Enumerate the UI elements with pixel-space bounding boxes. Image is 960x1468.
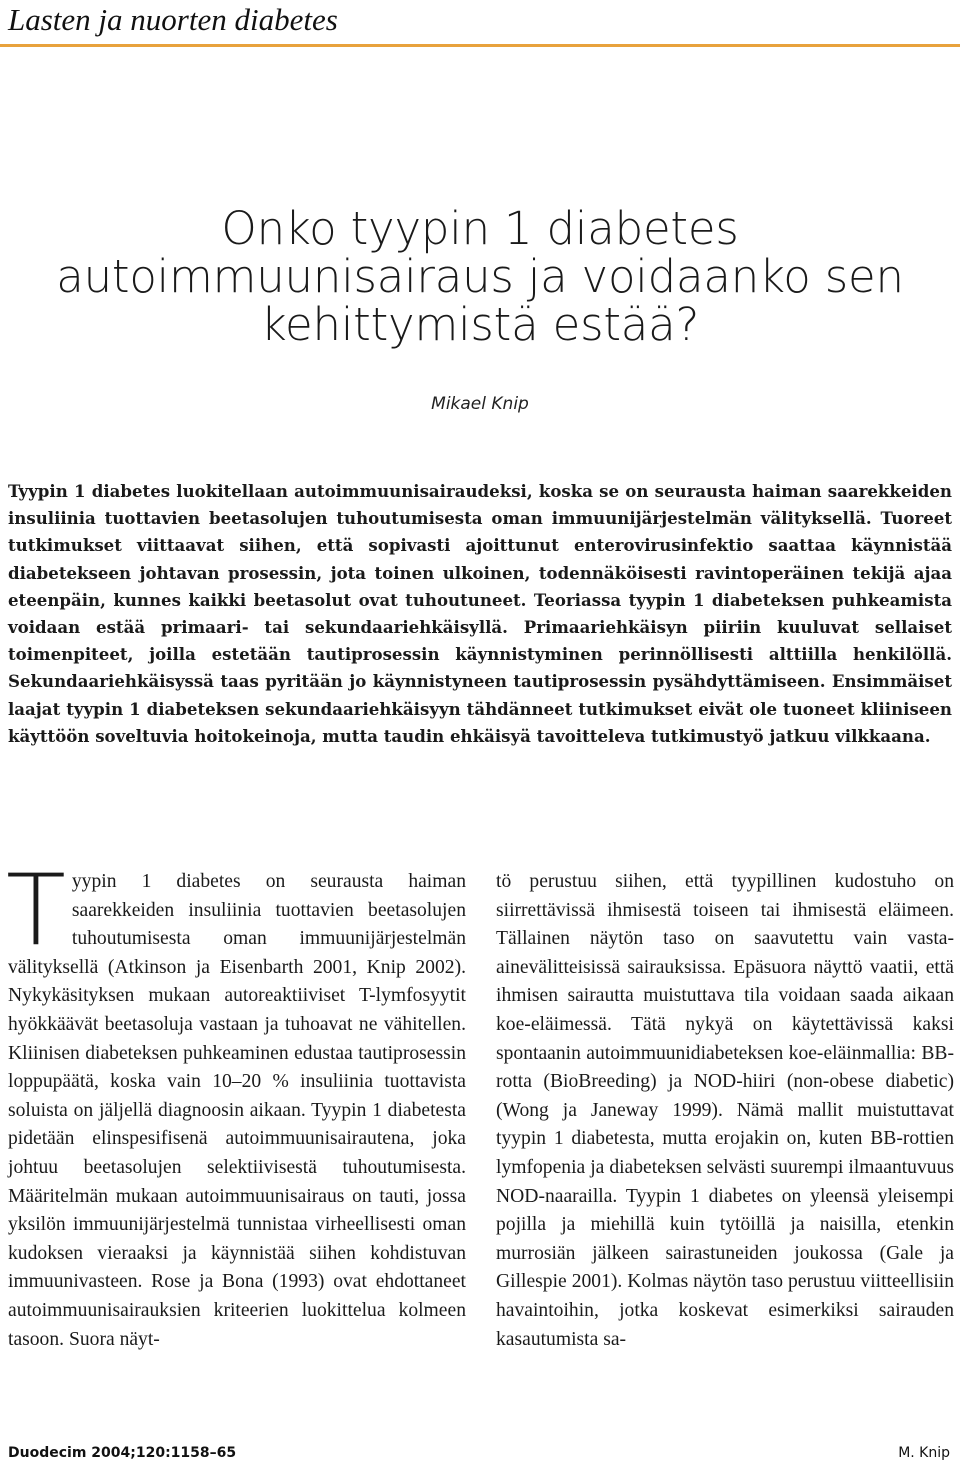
body-text-right: tö perustuu siihen, että tyypillinen kudostuho on siirrettävissä ihmisestä toiseen tai ihmisestä eläimeen. Tällainen näytön taso on saavutettu vain vasta-ainevälitteisissä sairauksissa. Epäsuora näyttö vaatii, että ihmisen sairautta muistuttava tila voidaan saada aikaan koe-eläimessä. Tätä nykyä on käytettävissä kaksi spontaanin autoimmuunidiabeteksen koe-eläinmallia: BB-rotta (BioBreeding) ja NOD-hiiri (non-obese diabetic) (Wong ja Janeway 1999). Nämä mallit muistuttavat tyypin 1 diabetesta, mutta erojakin on, kuten BB-rottien lymfopenia ja diabeteksen selvästi suurempi ilmaantuvuus NOD-naarailla. Tyypin 1 diabetes on yleensä yleisempi pojilla ja miehillä kuin tytöillä ja naisilla, etenkin murrosiän jälkeen sairastuneiden joukossa (Gale ja Gillespie 2001). Kolmas näytön taso perustuu viitteellisiin havaintoihin, jotka koskevat esimerkiksi sairauden kasautumista sa-	[496, 871, 954, 1350]
footer-author: M. Knip	[898, 1445, 950, 1461]
section-title: Lasten ja nuorten diabetes	[8, 2, 338, 37]
header-rule	[0, 44, 960, 47]
drop-cap: T	[6, 854, 66, 968]
article-author: Mikael Knip	[431, 394, 529, 414]
footer-citation: Duodecim 2004;120:1158–65	[8, 1445, 237, 1461]
article-abstract: Tyypin 1 diabetes luokitellaan autoimmuunisairaudeksi, koska se on seurausta haiman saarekkeiden insuliinia tuottavien beetasolujen tuhoutumisesta oman immuunijärjestelmän välityksellä. Tuoreet tutkimukset viittaavat siihen, että sopivasti ajoittunut enterovirusinfektio saattaa käynnistää diabetekseen johtavan prosessin, jota toinen ulkoinen, todennäköisesti ravintoperäinen tekijä ajaa eteenpäin, kunnes kaikki beetasolut ovat tuhoutuneet. Teoriassa tyypin 1 diabeteksen puhkeamista voidaan estää primaari- tai sekundaariehkäisyllä. Primaariehkäisyn piiriin kuuluvat sellaiset toimenpiteet, joilla estetään tautiprosessin käynnistyminen perinnöllisesti alttiilla henkilöllä. Sekundaariehkäisyssä taas pyritään jo käynnistyneen tautiprosessin pysähdyttämiseen. Ensimmäiset laajat tyypin 1 diabeteksen sekundaariehkäisyyn tähdänneet tutkimukset eivät ole tuoneet kliiniseen käyttöön soveltuvia hoitokeinoja, mutta taudin ehkäisyä tavoitteleva tutkimustyö jatkuu vilkkaana.	[8, 481, 952, 746]
body-column-right	[496, 868, 954, 1354]
body-text-left: yypin 1 diabetes on seurausta haiman saarekkeiden insuliinia tuottavien beetasolujen tuhoutumisesta oman immuunijärjestelmän välityksellä (Atkinson ja Eisenbarth 2001, Knip 2002). Nykykäsityksen mukaan autoreaktiiviset T-lymfosyytit hyökkäävät beetasoluja vastaan ja tuhoavat ne vähitellen. Kliinisen diabeteksen puhkeaminen edustaa tautiprosessin loppupäätä, koska vain 10–20 % insuliinia tuottavista soluista on jäljellä diagnoosin aikaan. Tyypin 1 diabetesta pidetään elinspesifisenä autoimmuunisairautena, joka johtuu beetasolujen selektiivisestä tuhoutumisesta. Määritelmän mukaan autoimmuunisairaus on tauti, jossa yksilön immuunijärjestelmä tunnistaa virheellisesti oman kudoksen vieraaksi ja käynnistää siihen kohdistuvan immuunivasteen. Rose ja Bona (1993) ovat ehdottaneet autoimmuunisairauksien kriteerien luokittelua kolmeen tasoon. Suora näyt-	[8, 871, 466, 1350]
article-title: Onko tyypin 1 diabetes autoimmuunisairaus ja voidaanko sen kehittymistä estää?	[56, 202, 904, 351]
body-column-left	[6, 854, 466, 1354]
